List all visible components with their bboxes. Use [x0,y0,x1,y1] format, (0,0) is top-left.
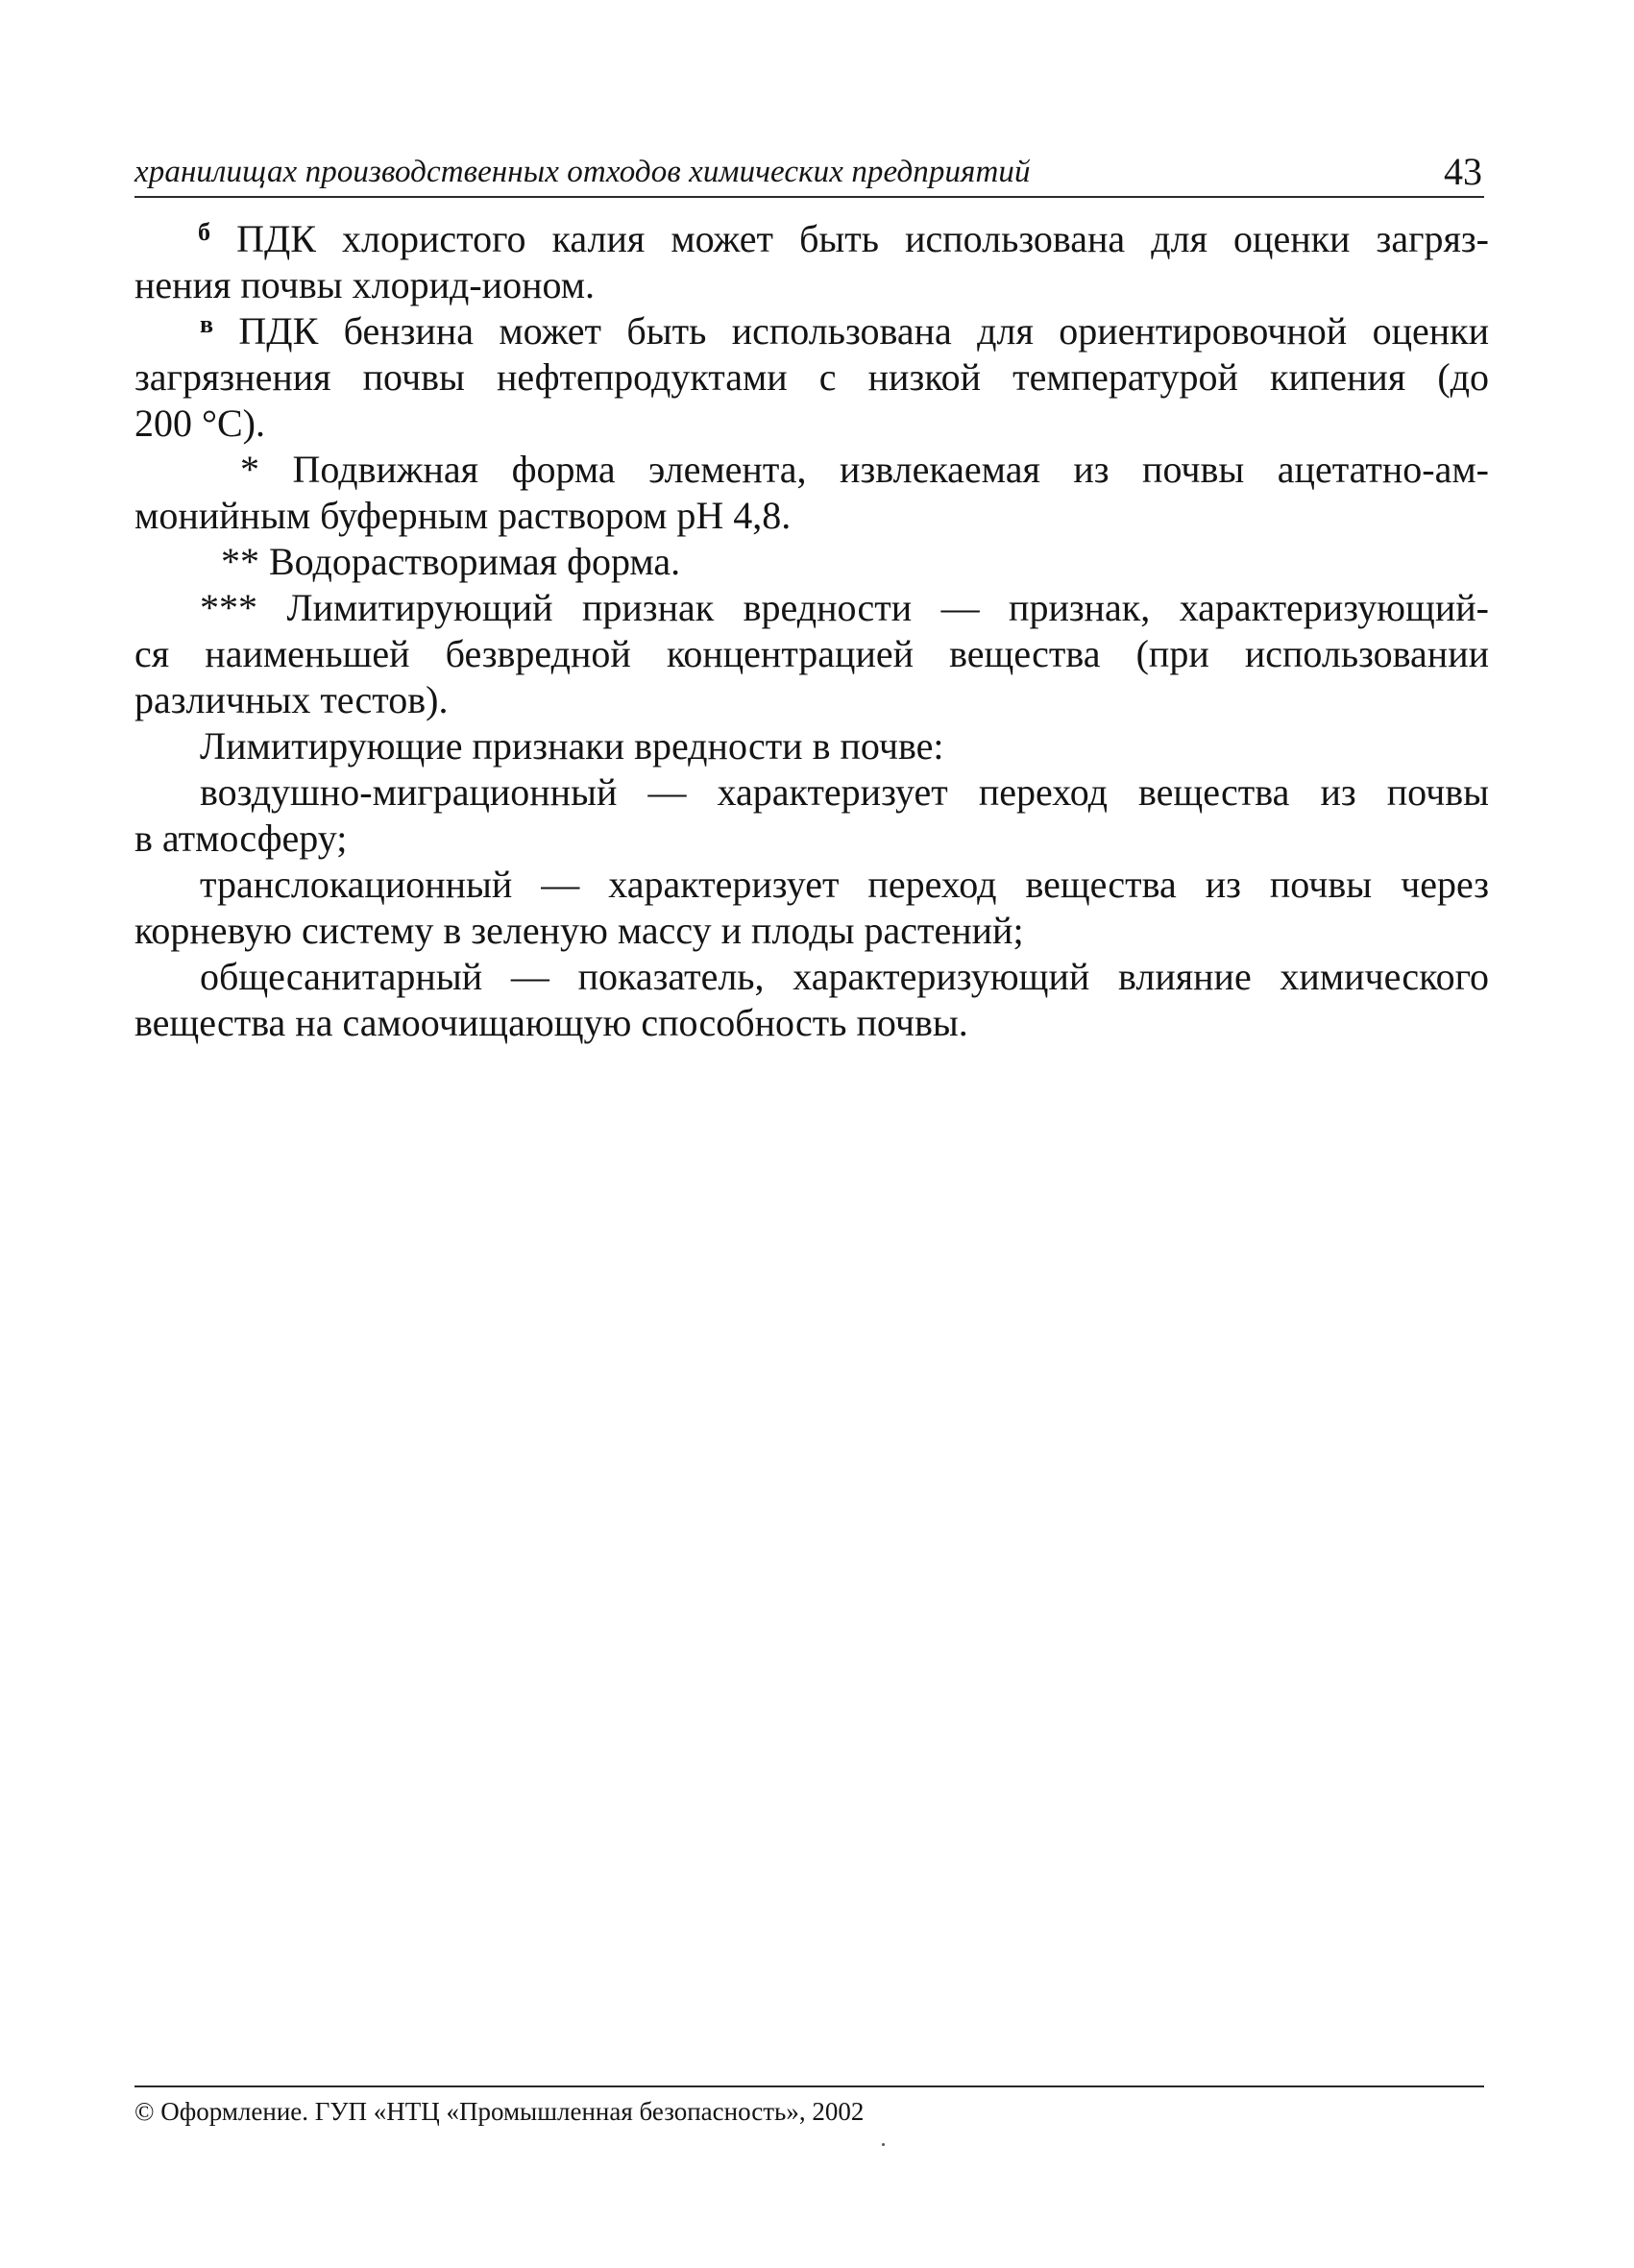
running-title: хранилищах производственных отходов химических предприятий [134,155,1031,189]
page-number: 43 [1444,150,1482,193]
footnote-text: ПДК хлористого калия может быть использована для оценки загряз- [236,217,1489,260]
paragraph-item-2-continued: корневую систему в зеленую массу и плоды растений; [134,909,1024,952]
copyright-notice: © Оформление. ГУП «НТЦ «Промышленная безопасность», 2002 [134,2097,865,2126]
footnote-star-3-end: различных тестов). [134,678,449,721]
footnote-b-continued: нения почвы хлорид-ионом. [134,263,596,306]
footnote-v-continued: загрязнения почвы нефтепродуктами с низкой температурой кипения (до [134,355,1489,399]
paragraph-item-1-continued: в атмосферу; [134,817,348,860]
page-header [134,144,1484,198]
footnote-star-3: *** Лимитирующий признак вредности — признак, характеризующий- [200,586,1489,629]
footnote-marker: в [200,310,214,338]
paragraph-item-2: транслокационный — характеризует переход вещества из почвы через [200,863,1489,906]
footnote-star-1-continued: монийным буферным раствором рН 4,8. [134,494,792,537]
paragraph-item-3-continued: вещества на самоочищающую способность почвы. [134,1001,968,1044]
paragraph-item-1: воздушно-миграционный — характеризует переход вещества из почвы [200,770,1489,814]
page-footer [134,2085,1484,2127]
footnote-star-2: ** Водорастворимая форма. [221,540,681,583]
footnote-v-end: 200 °С). [134,402,265,445]
footnote-marker: б [198,218,210,246]
footnote-v [134,308,1489,354]
footnote-text: ПДК бензина может быть использована для ориентировочной оценки [238,309,1489,353]
page-body [134,216,1489,1046]
print-speck [882,2143,885,2146]
paragraph-item-3: общесанитарный — показатель, характеризующий влияние химического [200,955,1489,998]
footnote-star-3-continued: ся наименьшей безвредной концентрацией вещества (при использовании [134,632,1489,675]
footnote-star-1: * Подвижная форма элемента, извлекаемая из почвы ацетатно-ам- [240,448,1489,491]
footnote-b [134,216,1489,262]
paragraph-intro: Лимитирующие признаки вредности в почве: [200,724,944,768]
